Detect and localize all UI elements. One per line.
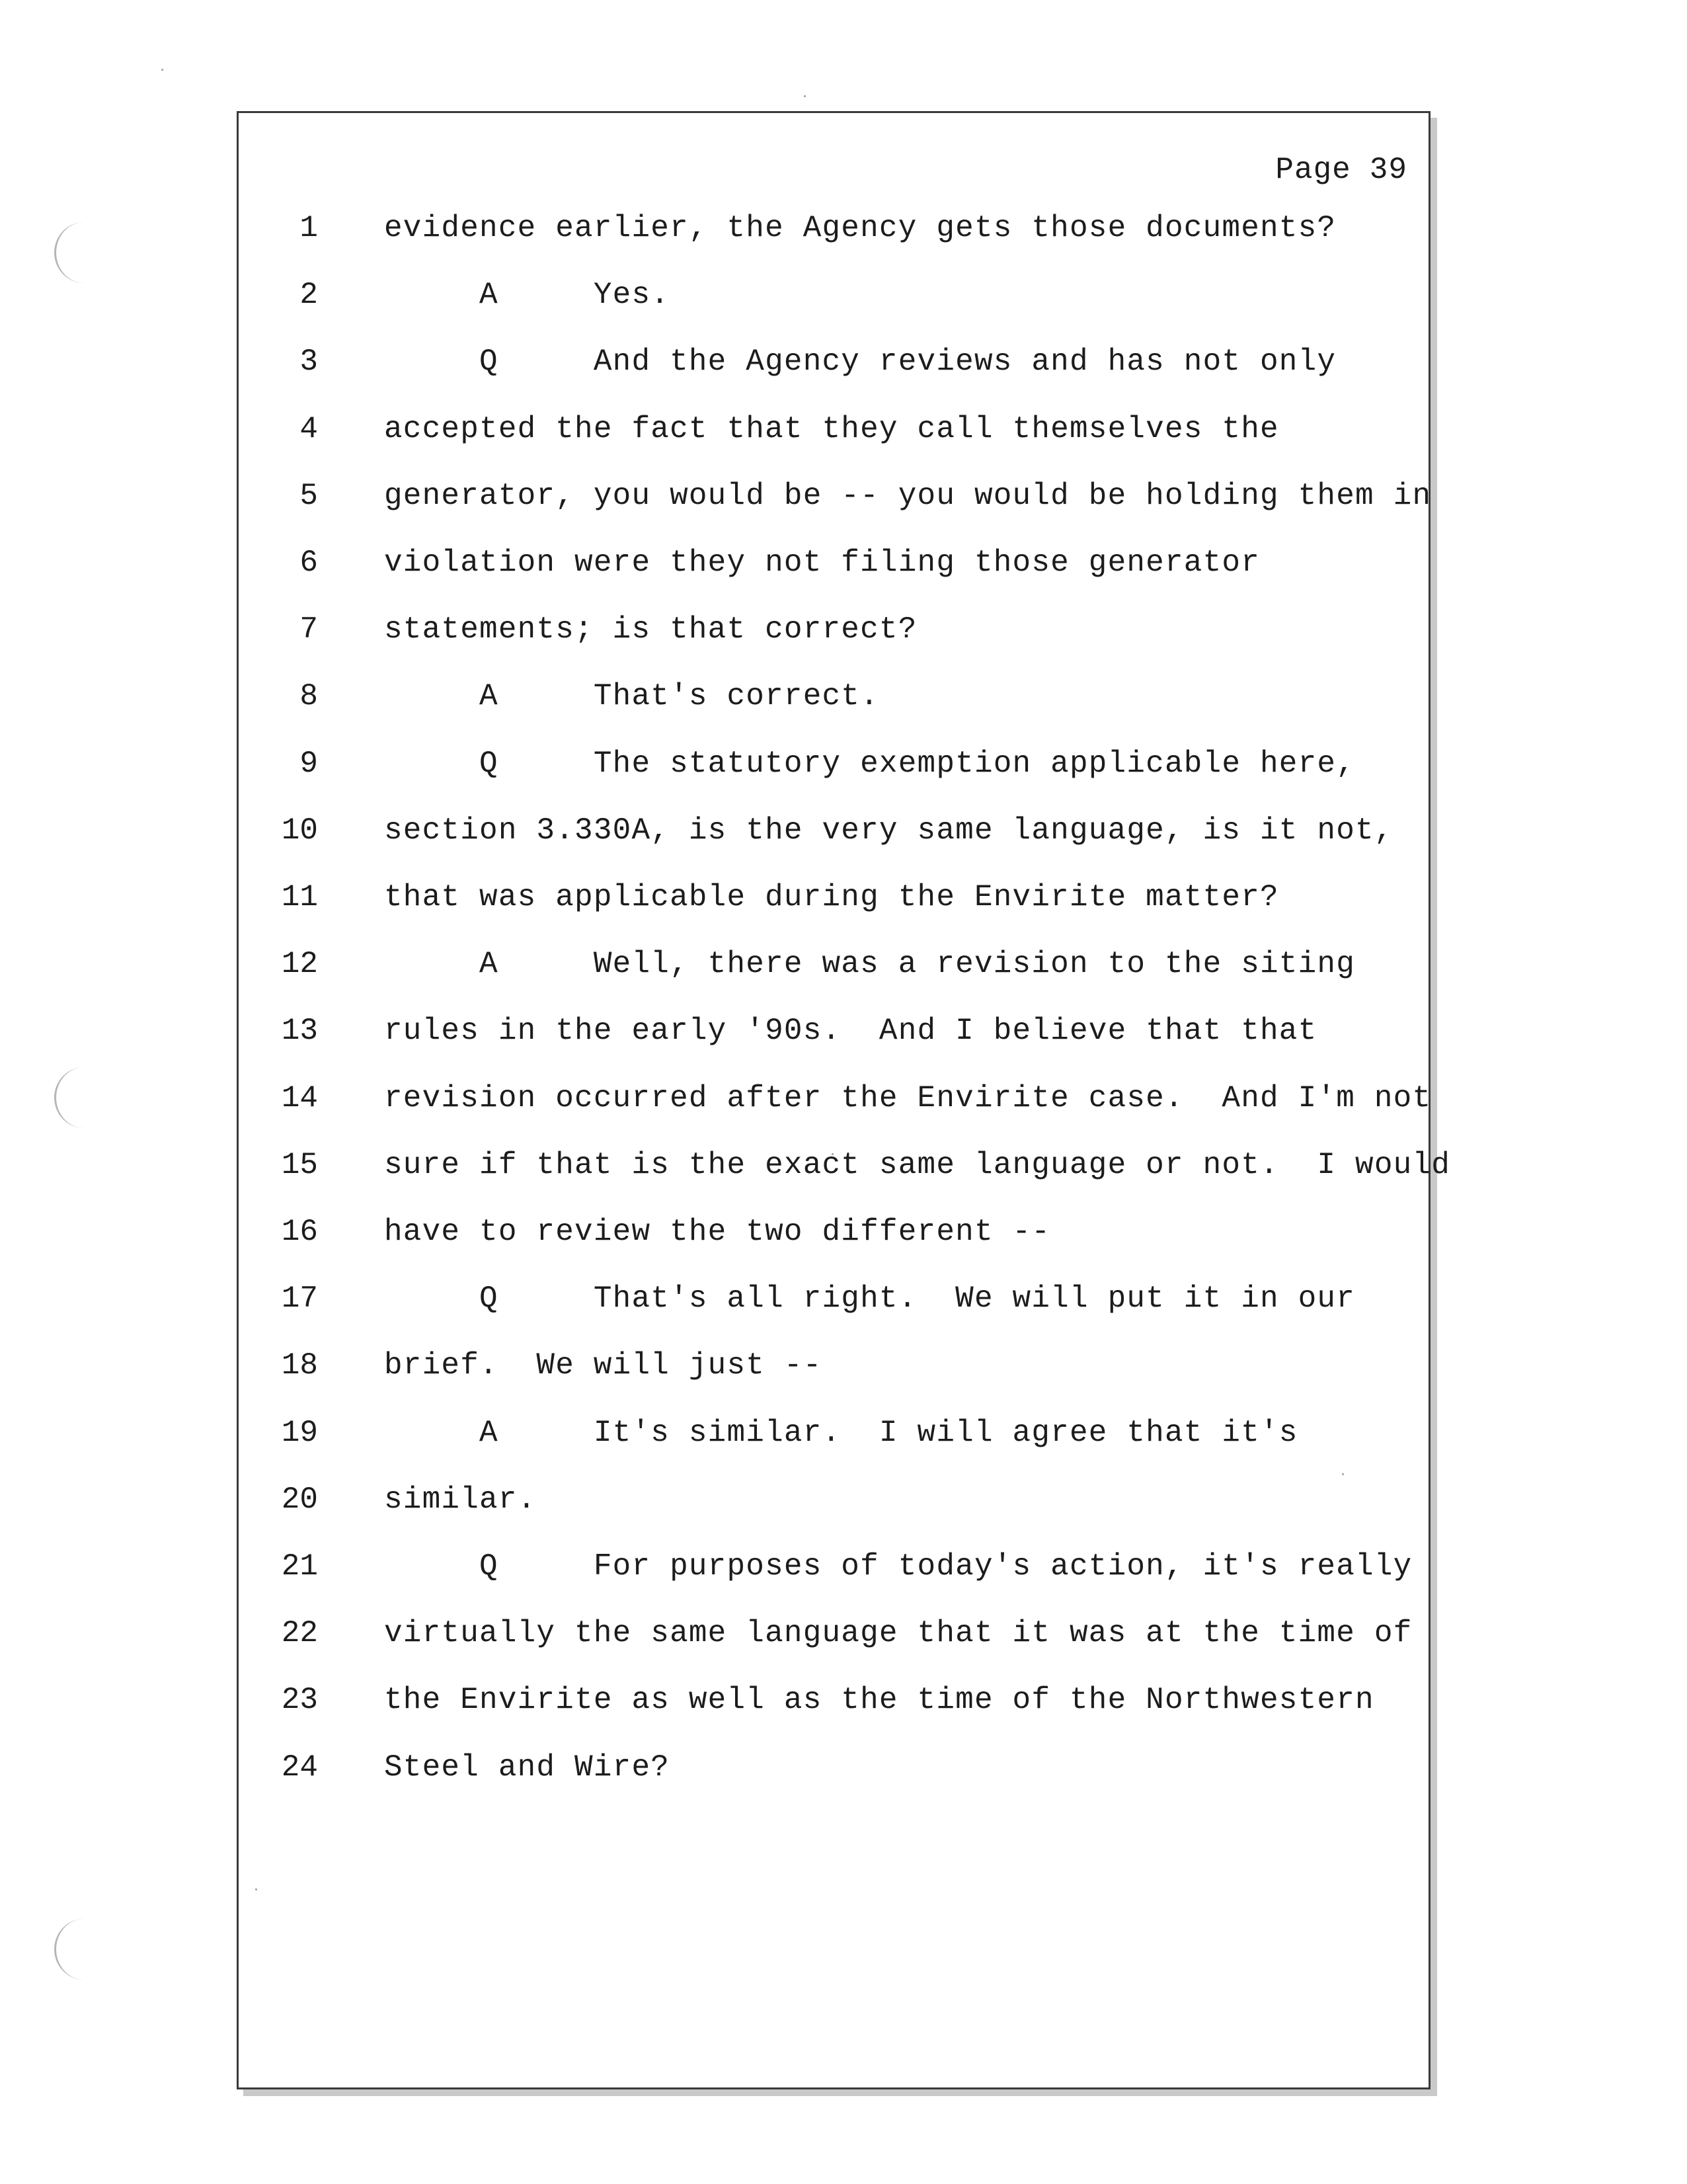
transcript-page — [237, 111, 1451, 2089]
transcript-line — [252, 1011, 1442, 1051]
line-text: section 3.330A, is the very same language, is it not, — [384, 813, 1393, 848]
transcript-line — [252, 1145, 1451, 1185]
line-number: 4 — [299, 411, 318, 446]
line-text: revision occurred after the Envirite case. And I'm not — [384, 1080, 1432, 1115]
line-number: 24 — [281, 1750, 318, 1785]
line-text: statements; is that correct? — [384, 612, 918, 647]
line-text: Q For purposes of today's action, it's really — [384, 1549, 1413, 1584]
transcript-line — [252, 610, 1442, 649]
line-text: brief. We will just -- — [384, 1348, 822, 1383]
transcript-line — [252, 208, 1442, 248]
transcript-line — [252, 1680, 1442, 1720]
transcript-line — [252, 476, 1442, 516]
line-text: virtually the same language that it was at the time of — [384, 1616, 1413, 1651]
punch-hole-bottom — [54, 1919, 114, 1980]
line-number: 8 — [299, 679, 318, 714]
transcript-line — [252, 342, 1442, 382]
transcript-line — [252, 1212, 1442, 1252]
line-number: 18 — [281, 1348, 318, 1383]
transcript-line — [252, 744, 1442, 784]
line-number: 12 — [281, 947, 318, 982]
line-number: 22 — [281, 1616, 318, 1651]
line-number: 9 — [299, 746, 318, 781]
line-text: rules in the early '90s. And I believe that that — [384, 1014, 1317, 1049]
transcript-line — [252, 1346, 1442, 1385]
line-number: 2 — [299, 278, 318, 313]
transcript-line — [252, 1413, 1442, 1453]
transcript-line — [252, 1078, 1442, 1118]
transcript-line — [252, 1480, 1442, 1519]
transcript-line — [252, 877, 1442, 917]
line-number: 3 — [299, 344, 318, 380]
line-text: Q The statutory exemption applicable here, — [384, 746, 1356, 781]
line-number: 5 — [299, 478, 318, 513]
transcript-line — [252, 275, 1442, 315]
scan-speck — [804, 95, 806, 97]
line-text: evidence earlier, the Agency gets those documents? — [384, 211, 1337, 245]
line-number: 19 — [281, 1415, 318, 1450]
transcript-line — [252, 1547, 1442, 1586]
transcript-line — [252, 1613, 1442, 1653]
line-text: A It's similar. I will agree that it's — [384, 1415, 1298, 1450]
page-number-value: 39 — [1369, 153, 1407, 187]
line-number: 21 — [281, 1549, 318, 1584]
line-text: have to review the two different -- — [384, 1215, 1051, 1249]
transcript-line — [252, 1279, 1442, 1318]
line-text: generator, you would be -- you would be holding them in — [384, 478, 1432, 513]
line-number: 11 — [281, 880, 318, 914]
line-text: the Envirite as well as the time of the Northwestern — [384, 1683, 1374, 1718]
line-number: 23 — [281, 1683, 318, 1718]
line-text: A Well, there was a revision to the siting — [384, 947, 1356, 982]
transcript-line — [252, 676, 1442, 716]
line-number: 20 — [281, 1482, 318, 1517]
page-number — [1275, 153, 1407, 187]
line-number: 6 — [299, 546, 318, 580]
transcript-line — [252, 1748, 1442, 1787]
line-text: Steel and Wire? — [384, 1750, 670, 1785]
scan-speck — [161, 69, 163, 71]
transcript-line — [252, 944, 1442, 984]
punch-hole-top — [54, 222, 114, 283]
page-label: Page — [1275, 153, 1351, 187]
line-text: A That's correct. — [384, 679, 879, 714]
punch-hole-middle — [54, 1067, 114, 1128]
line-number: 10 — [281, 813, 318, 848]
line-text: Q That's all right. We will put it in our — [384, 1281, 1356, 1316]
transcript-line — [252, 811, 1442, 850]
line-number: 1 — [299, 211, 318, 245]
line-text: A Yes. — [384, 278, 670, 313]
line-text: violation were they not filing those generator — [384, 546, 1261, 580]
transcript-line — [252, 543, 1442, 583]
line-text: accepted the fact that they call themselves the — [384, 411, 1279, 446]
line-text: Q And the Agency reviews and has not only — [384, 344, 1337, 380]
line-text: sure if that is the exact same language or not. I would — [384, 1147, 1451, 1182]
line-number: 17 — [281, 1281, 318, 1316]
transcript-line — [252, 409, 1442, 449]
line-number: 15 — [281, 1147, 318, 1182]
line-number: 16 — [281, 1215, 318, 1249]
line-number: 14 — [281, 1080, 318, 1115]
line-number: 7 — [299, 612, 318, 647]
line-text: similar. — [384, 1482, 537, 1517]
line-text: that was applicable during the Envirite matter? — [384, 880, 1279, 914]
line-number: 13 — [281, 1014, 318, 1049]
